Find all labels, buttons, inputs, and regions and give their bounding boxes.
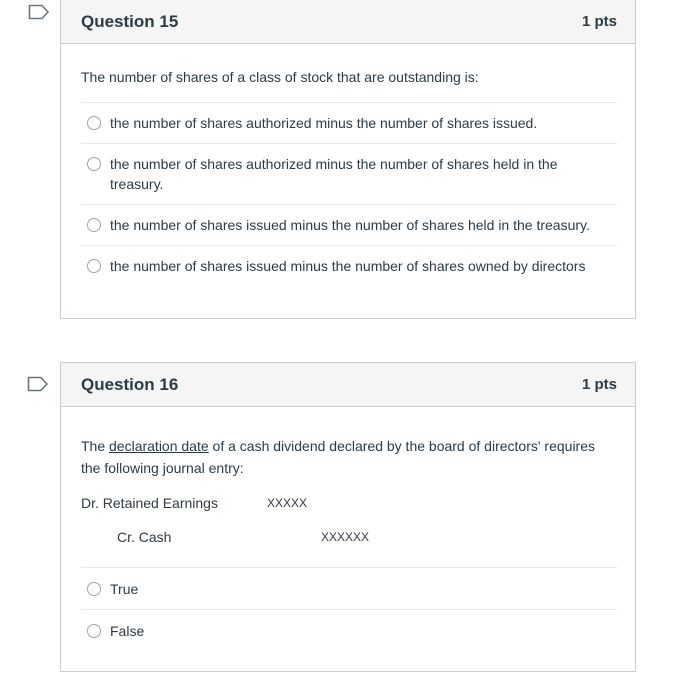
question-header: [61, 363, 635, 407]
flag-question-icon[interactable]: [27, 376, 49, 392]
answer-label: False: [110, 623, 145, 639]
radio-button[interactable]: [87, 259, 101, 273]
question-title: Question 16: [81, 374, 179, 394]
answer-label: the number of shares authorized minus the number of shares held in the treasury.: [110, 156, 558, 192]
question-text: The number of shares of a class of stock that are outstanding is:: [81, 69, 479, 85]
answer-option[interactable]: [81, 103, 617, 144]
answer-option[interactable]: [81, 246, 617, 286]
answer-option[interactable]: [81, 144, 617, 205]
radio-button[interactable]: [87, 624, 101, 638]
journal-entry-debit-row: [81, 491, 617, 515]
question-points: 1 pts: [581, 376, 617, 393]
radio-button[interactable]: [87, 157, 101, 171]
debit-account: Dr. Retained Earnings: [81, 495, 218, 511]
credit-amount: XXXXXX: [321, 530, 370, 544]
answer-label: the number of shares authorized minus the number of shares issued.: [110, 115, 538, 131]
answer-option[interactable]: [81, 568, 617, 610]
flag-question-icon[interactable]: [28, 4, 50, 20]
radio-button[interactable]: [87, 116, 101, 130]
question-text-end: of a cash dividend declared by the board of directors' requires the following journal entry:: [81, 438, 595, 476]
answer-option[interactable]: [81, 205, 617, 246]
question-title: Question 15: [81, 11, 179, 31]
answer-label: the number of shares issued minus the number of shares owned by directors: [110, 258, 586, 274]
radio-button[interactable]: [87, 218, 101, 232]
answer-list: [81, 567, 617, 651]
question-16-card: [60, 362, 636, 672]
question-points: 1 pts: [581, 13, 617, 30]
credit-account: Cr. Cash: [117, 529, 172, 545]
question-15-card: [60, 0, 636, 319]
question-text-underlined: declaration date: [109, 438, 209, 454]
radio-button[interactable]: [87, 582, 101, 596]
answer-list: [81, 102, 617, 286]
question-text-start: The: [81, 438, 110, 454]
question-text: [81, 435, 617, 479]
journal-entry-credit-row: [81, 525, 617, 549]
answer-label: the number of shares issued minus the number of shares held in the treasury.: [110, 217, 590, 233]
answer-option[interactable]: [81, 610, 617, 651]
question-header: [61, 0, 635, 44]
debit-amount: XXXXX: [267, 496, 308, 510]
answer-label: True: [110, 581, 139, 597]
